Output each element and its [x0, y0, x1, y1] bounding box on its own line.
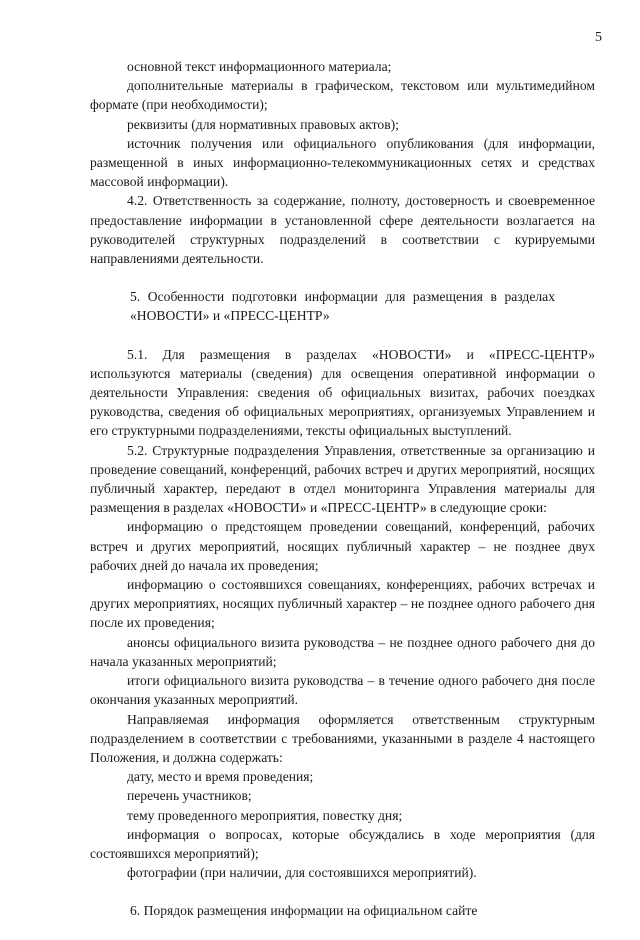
section-6-heading: 6. Порядок размещения информации на официальном сайте [130, 903, 478, 919]
section-5-heading: 5. Особенности подготовки информации для размещения в разделах «НОВОСТИ» и «ПРЕСС-ЦЕНТР» [130, 289, 555, 324]
paragraph: дополнительные материалы в графическом, текстовом или мультимедийном формате (при необходимости); [90, 78, 595, 113]
list-item: информацию о состоявшихся совещаниях, конференциях, рабочих встречах и других мероприятиях, носящих публичный характер – не позднее одного рабочего дня после их проведения; [90, 577, 595, 631]
list-item: информацию о предстоящем проведении совещаний, конференций, рабочих встреч и других мероприятий, носящих публичный характер – не позднее двух рабочих дней до начала их проведения; [90, 519, 595, 573]
list-item: информация о вопросах, которые обсуждались в ходе мероприятия (для состоявшихся мероприятий); [90, 826, 595, 861]
paragraph: источник получения или официального опубликования (для информации, размещенной в иных информационно-телекоммуникационных сетях и средствах массовой информации). [90, 135, 595, 190]
paragraph: основной текст информационного материала; [127, 59, 392, 74]
list-item: тему проведенного мероприятия, повестку дня; [127, 807, 403, 823]
paragraph: 4.2. Ответственность за содержание, полноту, достоверность и своевременное предоставление информации в установленной сфере деятельности возлагается на руководителей структурных подразделений в соответствии с курируемыми направлениями деятельности. [90, 193, 595, 267]
list-item: анонсы официального визита руководства – не позднее одного рабочего дня до начала указанных мероприятий; [90, 634, 595, 669]
list-item: итоги официального визита руководства – в течение одного рабочего дня после окончания указанных мероприятий. [90, 673, 595, 708]
list-item: дату, место и время проведения; [127, 769, 314, 785]
paragraph: 5.2. Структурные подразделения Управления, ответственные за организацию и проведение совещаний, конференций, рабочих встреч и других мероприятий, носящих публичный характер, передают в отдел мониторинга Управления материалы для размещения в разделах «НОВОСТИ» и «ПРЕСС-ЦЕНТР» в следующие сроки: [90, 442, 595, 516]
paragraph: Направляемая информация оформляется ответственным структурным подразделением в соответствии с требованиями, указанными в разделе 4 настоящего Положения, и должна содержать: [90, 711, 595, 765]
list-item: перечень участников; [127, 788, 252, 804]
document-body [90, 57, 595, 940]
paragraph: реквизиты (для нормативных правовых актов); [127, 116, 399, 132]
list-item: фотографии (при наличии, для состоявшихся мероприятий). [127, 865, 477, 881]
page-number: 5 [595, 30, 602, 45]
paragraph: 5.1. Для размещения в разделах «НОВОСТИ» и «ПРЕСС-ЦЕНТР» используются материалы (сведения) для освещения оперативной информации о деятельности Управления: сведения об официальных визитах, рабочих поездках руководства, сведения об официальных мероприятиях, организуемых Управлением и его структурными подразделениями, тексты официальных выступлений. [90, 346, 595, 439]
